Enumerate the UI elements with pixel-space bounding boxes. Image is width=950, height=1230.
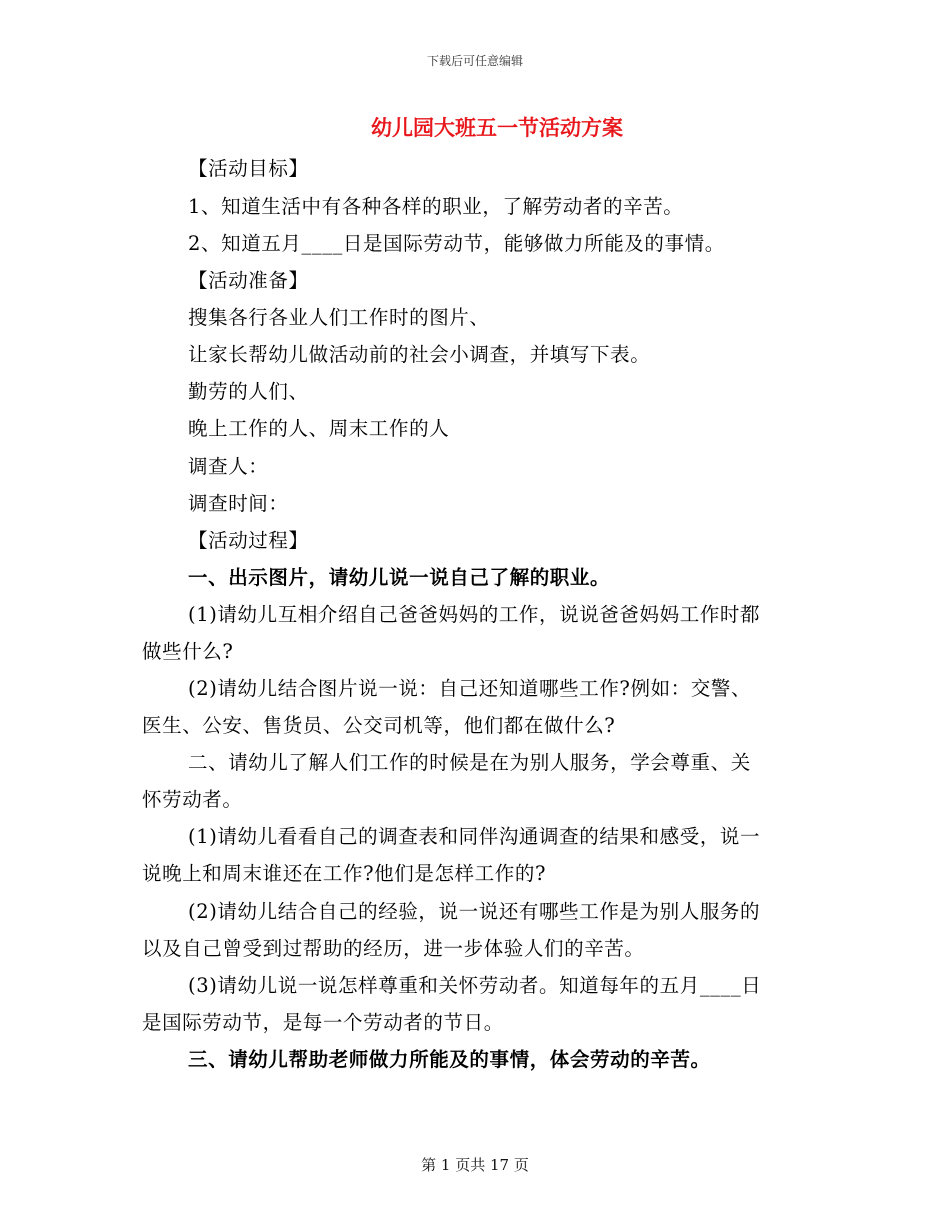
paragraph-line: 怀劳动者。	[142, 788, 243, 811]
paragraph-line: 1、知道生活中有各种各样的职业，了解劳动者的辛苦。	[188, 195, 684, 218]
paragraph-line: 以及自己曾受到过帮助的经历，进一步体验人们的辛苦。	[142, 937, 645, 960]
paragraph-line: 医生、公安、售货员、公交司机等，他们都在做什么?	[142, 714, 616, 737]
paragraph-line: 调查人：	[188, 455, 269, 478]
paragraph-line: 一、出示图片，请幼儿说一说自己了解的职业。	[188, 566, 611, 589]
page-footer: 第 1 页共 17 页	[421, 1156, 529, 1174]
paragraph-line: 晚上工作的人、周末工作的人	[188, 417, 450, 440]
document-title: 幼儿园大班五一节活动方案	[371, 115, 623, 140]
section-heading: 【活动准备】	[188, 269, 309, 292]
paragraph-line: 二、请幼儿了解人们工作的时候是在为别人服务，学会尊重、关	[188, 751, 751, 774]
paragraph-line: 2、知道五月____日是国际劳动节，能够做力所能及的事情。	[188, 232, 725, 255]
section-heading: 【活动过程】	[188, 529, 309, 552]
paragraph-line: (1)请幼儿互相介绍自己爸爸妈妈的工作，说说爸爸妈妈工作时都	[188, 603, 761, 626]
header-note: 下载后可任意编辑	[426, 54, 523, 68]
paragraph-line: 三、请幼儿帮助老师做力所能及的事情，体会劳动的辛苦。	[188, 1048, 711, 1071]
paragraph-line: (2)请幼儿结合自己的经验，说一说还有哪些工作是为别人服务的	[188, 900, 761, 923]
paragraph-line: 搜集各行各业人们工作时的图片、	[188, 306, 490, 329]
paragraph-line: 是国际劳动节，是每一个劳动者的节日。	[142, 1011, 504, 1034]
paragraph-line: 让家长帮幼儿做活动前的社会小调查，并填写下表。	[188, 343, 651, 366]
paragraph-line: (1)请幼儿看看自己的调查表和同伴沟通调查的结果和感受，说一	[188, 825, 761, 848]
paragraph-line: 做些什么?	[142, 640, 234, 663]
paragraph-line: (2)请幼儿结合图片说一说：自己还知道哪些工作?例如：交警、	[188, 677, 752, 700]
section-heading: 【活动目标】	[188, 157, 309, 180]
paragraph-line: 说晚上和周末谁还在工作?他们是怎样工作的?	[142, 862, 547, 885]
paragraph-line: 勤劳的人们、	[188, 380, 309, 403]
paragraph-line: 调查时间：	[188, 492, 289, 515]
paragraph-line: (3)请幼儿说一说怎样尊重和关怀劳动者。知道每年的五月____日	[188, 974, 762, 997]
